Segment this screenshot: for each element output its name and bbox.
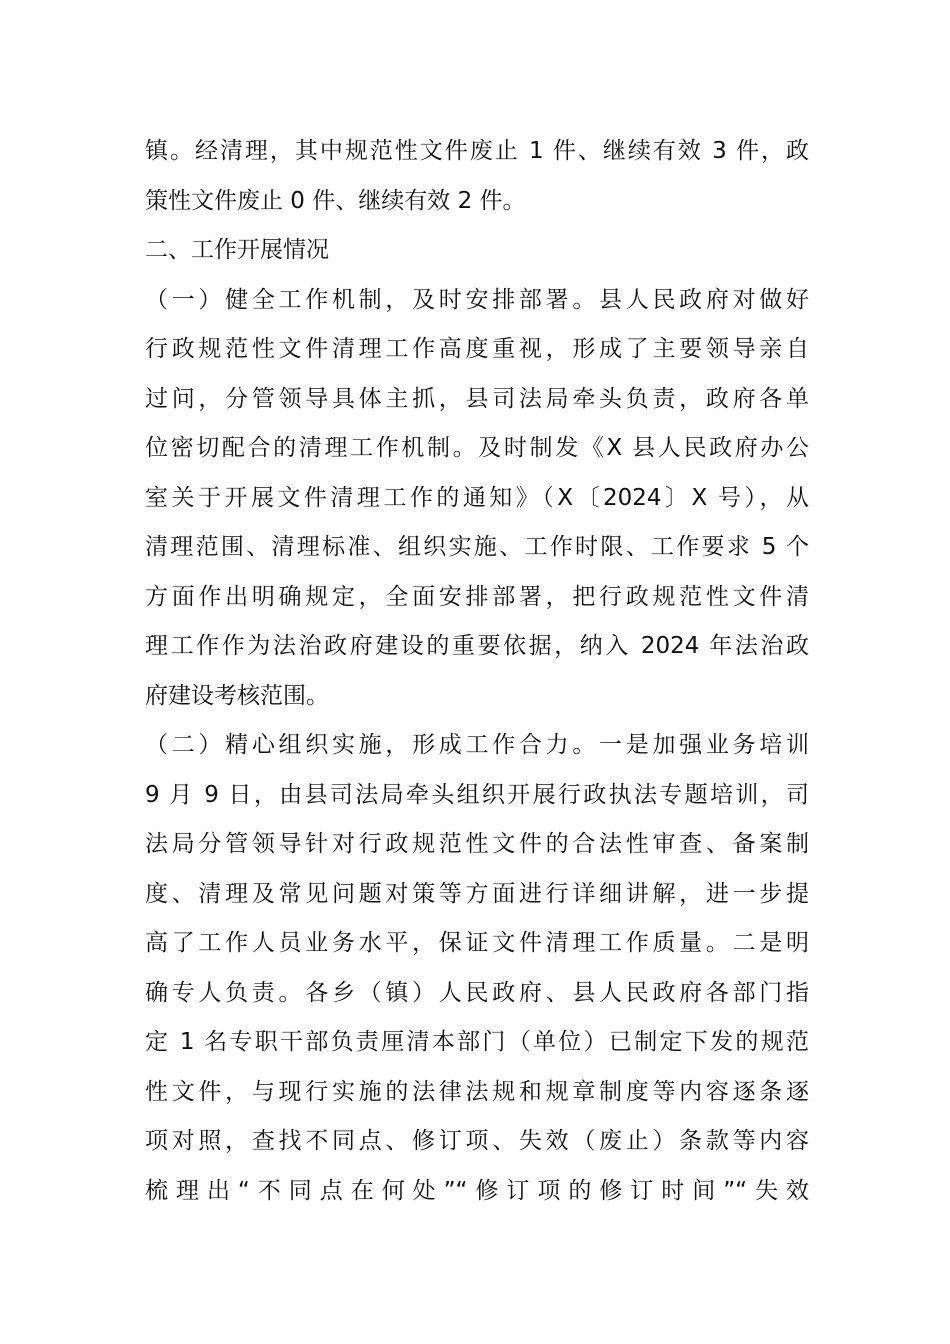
text-line-16: 度、清理及常见问题对策等方面进行详细讲解，进一步提	[145, 880, 809, 907]
text-line-12: 府建设考核范围。	[145, 682, 329, 709]
text-line-14: 9 月 9 日，由县司法局牵头组织开展行政执法专题培训，司	[145, 781, 809, 808]
text-line-9: 清理范围、清理标准、组织实施、工作时限、工作要求 5 个	[145, 534, 809, 560]
text-line-5: 行政规范性文件清理工作高度重视，形成了主要领导亲自	[145, 336, 809, 362]
text-line-22: 梳理出“不同点在何处”“修订项的修订时间”“失效	[145, 1177, 809, 1204]
text-line-4: （一）健全工作机制，及时安排部署。县人民政府对做好	[145, 286, 809, 313]
text-line-1: 镇。经清理，其中规范性文件废止 1 件、继续有效 3 件，政	[145, 138, 809, 164]
text-line-17: 高了工作人员业务水平，保证文件清理工作质量。二是明	[145, 930, 809, 956]
text-line-7: 位密切配合的清理工作机制。及时制发《X 县人民政府办公	[145, 435, 809, 461]
text-line-19: 定 1 名专职干部负责厘清本部门（单位）已制定下发的规范	[145, 1029, 809, 1055]
text-line-18: 确专人负责。各乡（镇）人民政府、县人民政府各部门指	[145, 979, 809, 1006]
text-line-20: 性文件，与现行实施的法律法规和规章制度等内容逐条逐	[145, 1078, 809, 1105]
text-line-21: 项对照，查找不同点、修订项、失效（废止）条款等内容	[145, 1128, 809, 1154]
text-line-6: 过问，分管领导具体主抓，县司法局牵头负责，政府各单	[145, 385, 809, 412]
document-body	[145, 127, 809, 1216]
text-line-11: 理工作作为法治政府建设的重要依据，纳入 2024 年法治政	[145, 633, 809, 659]
text-line-8: 室关于开展文件清理工作的通知》（X〔2024〕X 号），从	[145, 484, 809, 511]
text-line-2: 策性文件废止 0 件、继续有效 2 件。	[145, 187, 526, 214]
section-heading: 二、工作开展情况	[145, 237, 329, 263]
text-line-15: 法局分管领导针对行政规范性文件的合法性审查、备案制	[145, 831, 809, 857]
text-line-13: （二）精心组织实施，形成工作合力。一是加强业务培训	[145, 732, 809, 758]
text-line-10: 方面作出明确规定，全面安排部署，把行政规范性文件清	[145, 583, 809, 610]
